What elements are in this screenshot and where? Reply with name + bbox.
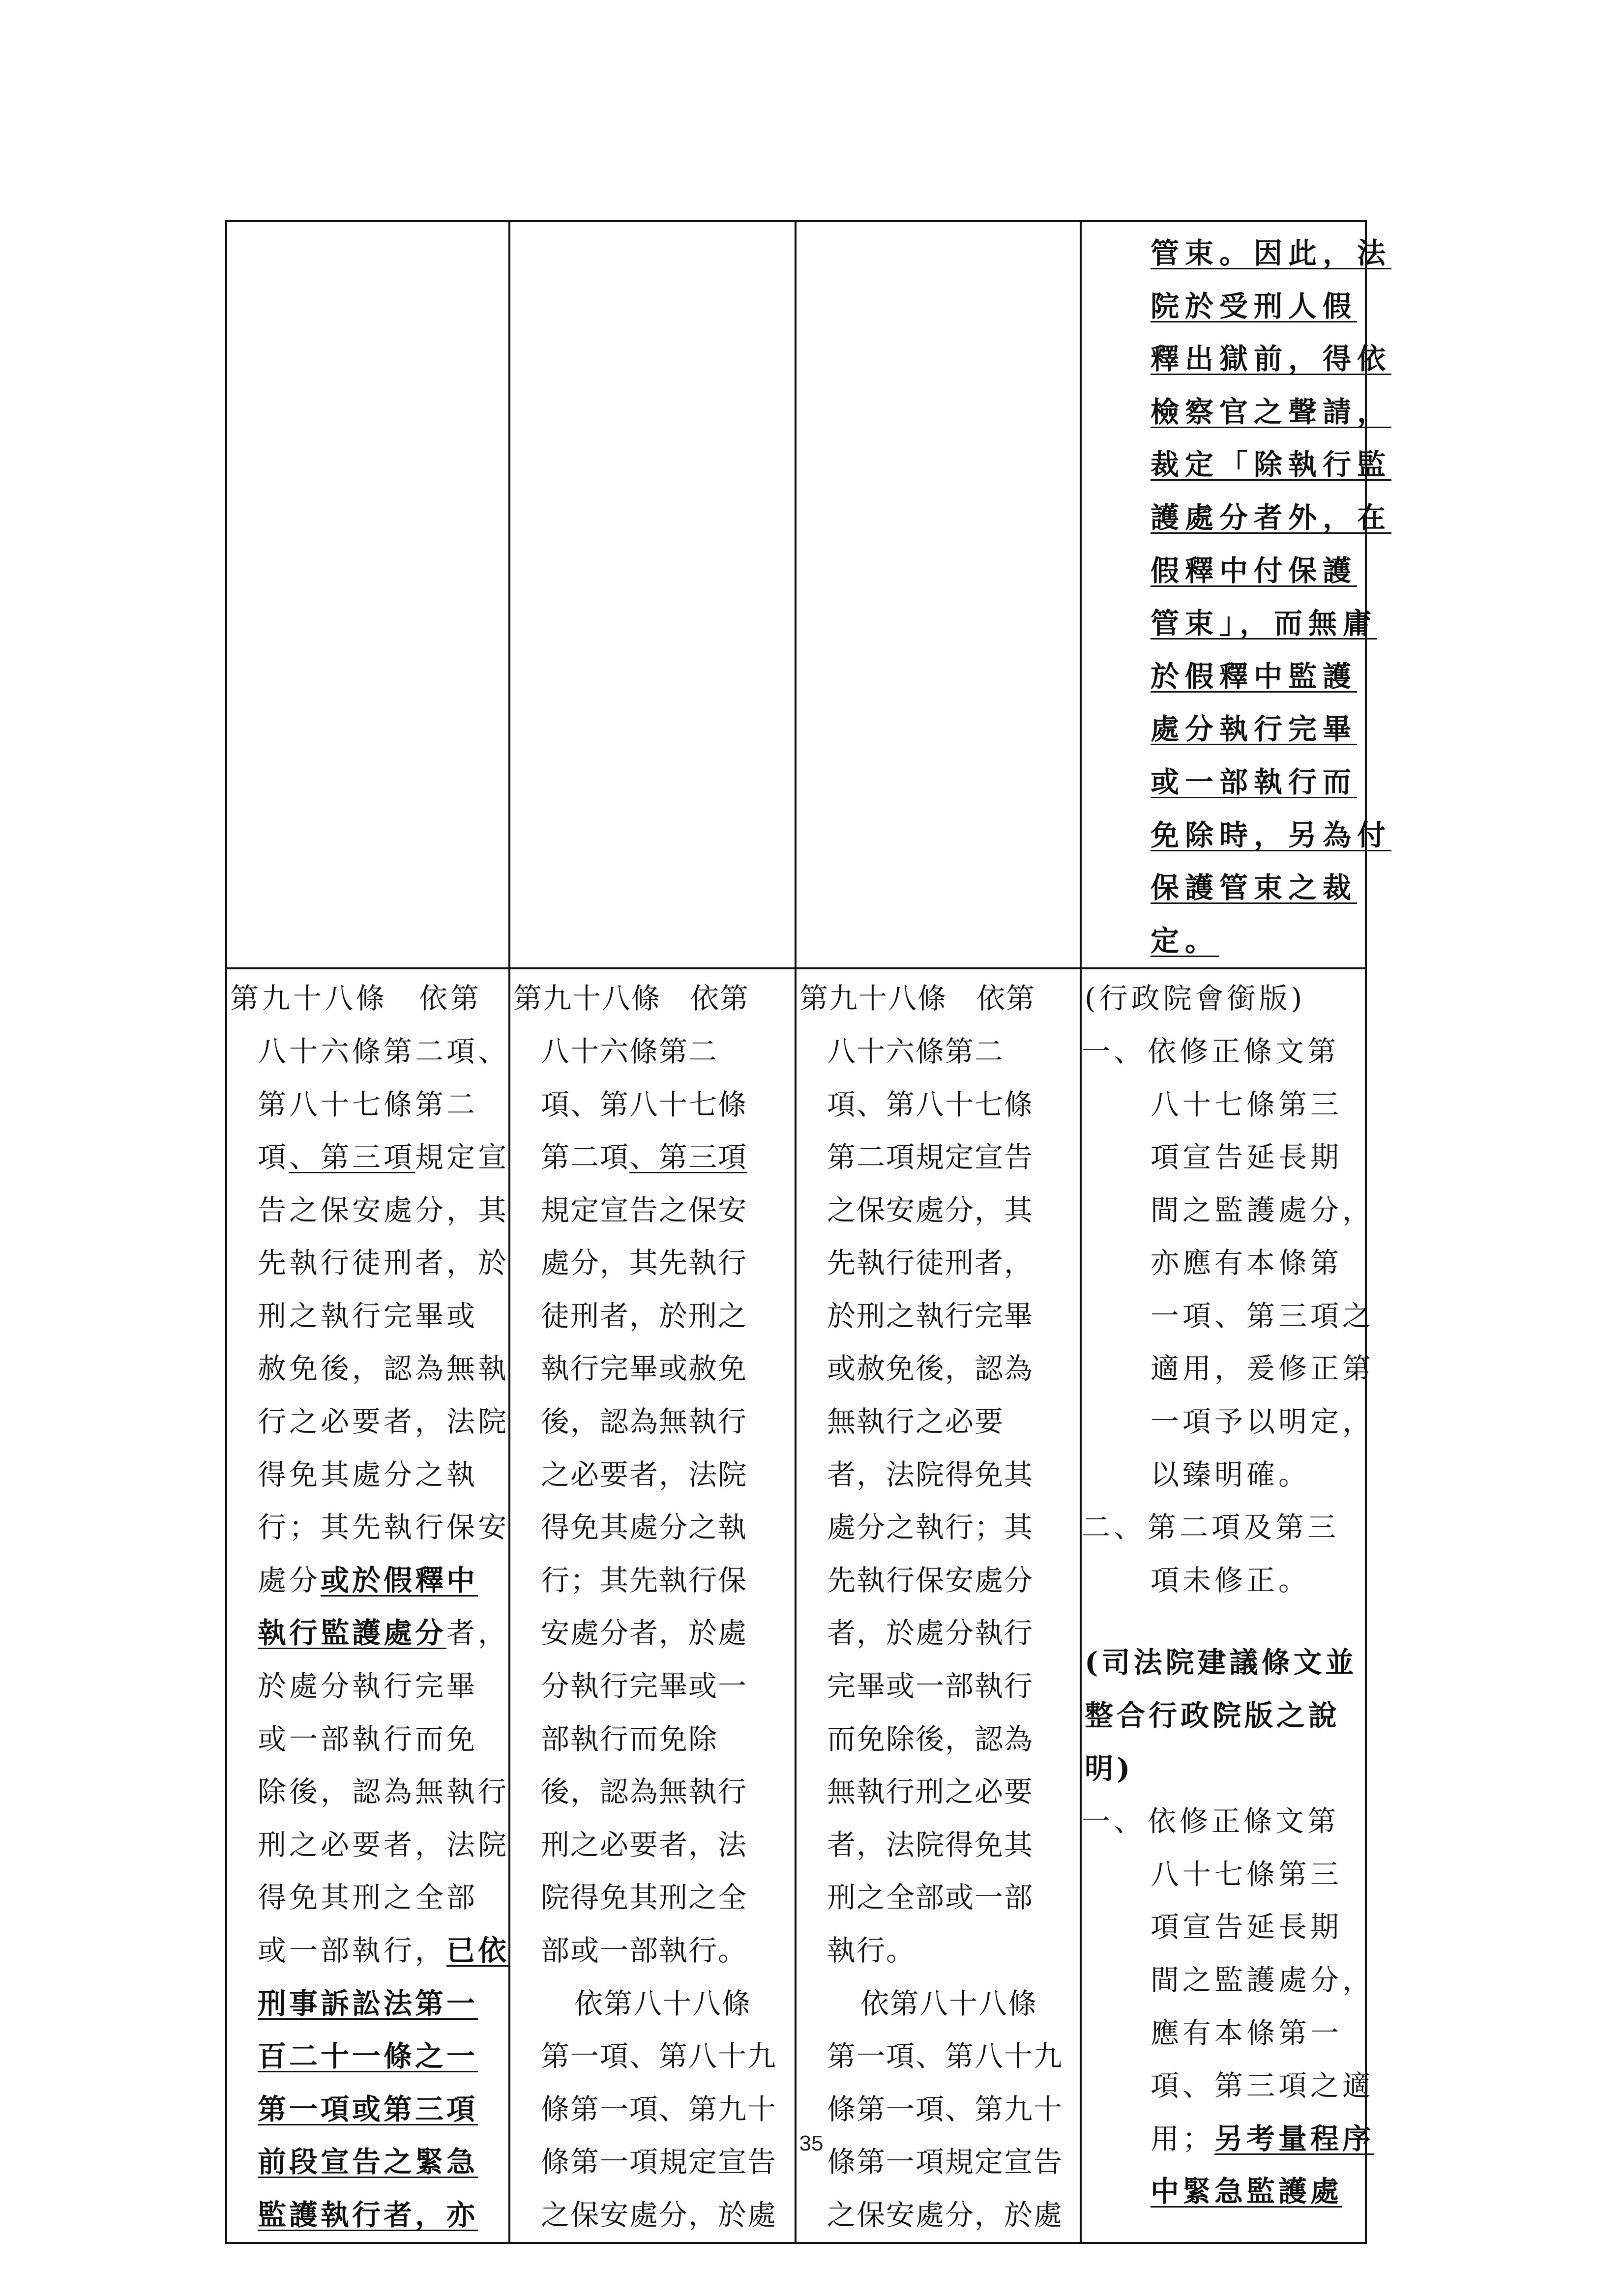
text-line — [227, 1924, 508, 1977]
text-line: 告之保安處分，其 — [258, 1193, 510, 1227]
table-cell — [226, 968, 509, 2242]
article-heading: 第九十八條 依第 — [230, 982, 482, 1016]
text-line: 之必要者，法院 — [541, 1457, 748, 1491]
text-line: 除後，認為無執行 — [258, 1775, 510, 1809]
text-line: 先執行徒刑者，於 — [258, 1246, 510, 1280]
text-line: 行；其先執行保安 — [258, 1511, 510, 1544]
text-line: 八十六條第二 — [827, 1034, 1004, 1068]
item-number: 一、 — [1082, 1034, 1146, 1068]
text-line: 前段宣告之緊急 — [258, 2145, 478, 2179]
article-heading: 第九十八條 依第 — [799, 982, 1036, 1016]
text-span: 規定宣 — [415, 1140, 510, 1174]
text-line: 檢察官之聲請， — [1151, 395, 1392, 429]
text-line: 者，於處分執行 — [827, 1616, 1034, 1650]
text-line: 八十六條第二 — [541, 1034, 718, 1068]
text-line — [1082, 2165, 1365, 2218]
text-line: 項未修正。 — [1151, 1563, 1311, 1597]
text-line: 或一部執行而 — [1151, 765, 1358, 799]
text-line — [1082, 2113, 1375, 2166]
text-line: 刑之必要者，法院 — [258, 1828, 510, 1861]
section-heading: 明) — [1085, 1751, 1134, 1785]
text-line: 規定宣告之保安 — [541, 1193, 748, 1227]
text-line: 條第一項、第九十 — [827, 2092, 1063, 2126]
text-line: 無執行刑之必要 — [827, 1775, 1034, 1809]
text-line: 依第八十八條 — [860, 1986, 1038, 2020]
item-number: 一、 — [1082, 1804, 1146, 1838]
amendment-underline: 執行監護處分 — [258, 1616, 447, 1650]
text-line: 第二項規定宣告 — [827, 1140, 1034, 1174]
text-line: 得免其刑之全部 — [258, 1881, 478, 1915]
item-number: 二、 — [1082, 1511, 1146, 1544]
text-line: 條第一項規定宣告 — [541, 2145, 777, 2179]
text-line: 得免其處分之執 — [541, 1511, 748, 1544]
text-line: 裁定「除執行監 — [1151, 448, 1392, 482]
text-line: 項宣告延長期 — [1151, 1910, 1343, 1944]
text-line: 先執行徒刑者， — [827, 1246, 1034, 1280]
table-cell — [796, 221, 1081, 968]
amendment-underline: 、第三項 — [289, 1140, 415, 1174]
section-heading: 整合行政院版之說 — [1085, 1699, 1341, 1733]
table-row — [226, 968, 1366, 2242]
text-span: 者， — [446, 1616, 510, 1650]
text-line: 執行完畢或赦免 — [541, 1352, 748, 1386]
text-line: 執行。 — [827, 1934, 916, 1967]
text-line: 於處分執行完畢 — [258, 1669, 478, 1703]
text-span: 處分 — [258, 1563, 321, 1597]
text-line: 項、第八十七條 — [541, 1087, 748, 1121]
text-line: 刑之全部或一部 — [827, 1881, 1034, 1915]
table-cell — [509, 221, 796, 968]
text-line: 八十七條第三 — [1151, 1087, 1343, 1121]
amendment-underline: 另考量程序 — [1214, 2122, 1375, 2155]
text-line: 釋出獄前，得依 — [1151, 342, 1392, 376]
text-line: 一項、第三項之 — [1151, 1299, 1375, 1333]
text-line: 項、第三項之適 — [1151, 2069, 1375, 2103]
text-line: 處分執行完畢 — [1151, 712, 1358, 746]
text-line: 以臻明確。 — [1151, 1457, 1311, 1491]
text-line: 赦免後，認為無執 — [258, 1352, 510, 1386]
page-number: 35 — [799, 2131, 824, 2155]
amendment-underline: 中緊急監護處 — [1151, 2175, 1343, 2209]
text-line: 先執行保安處分 — [827, 1563, 1034, 1597]
text-line — [227, 1131, 508, 1184]
text-span: 第二項及第三 — [1148, 1511, 1340, 1544]
text-span: 第二項 — [541, 1140, 630, 1174]
table-row — [226, 221, 1366, 968]
section-heading: (行政院會銜版) — [1085, 982, 1306, 1016]
text-line: 適用，爰修正第 — [1151, 1352, 1375, 1386]
text-line: 刑之執行完畢或 — [258, 1299, 478, 1333]
text-line: 院於受刑人假 — [1151, 289, 1358, 323]
text-line: 項宣告延長期 — [1151, 1140, 1343, 1174]
text-line: 管束」，而無庸 — [1151, 607, 1378, 640]
table-cell — [796, 968, 1081, 2242]
text-line: 依第八十八條 — [574, 1986, 752, 2020]
text-line: 第一項、第八十九 — [541, 2039, 777, 2073]
text-line: 行之必要者，法院 — [258, 1405, 510, 1439]
amended-article — [227, 969, 508, 2241]
text-line: 而免除後，認為 — [827, 1722, 1034, 1756]
text-line: 條第一項、第九十 — [541, 2092, 777, 2126]
text-line: 處分之執行；其 — [827, 1511, 1034, 1544]
text-line: 條第一項規定宣告 — [827, 2145, 1063, 2179]
text-line — [227, 1554, 508, 1607]
amendment-underline: 已依 — [446, 1934, 510, 1967]
text-line: 間之監護處分， — [1151, 1193, 1375, 1227]
comparison-table — [225, 220, 1392, 2244]
text-line: 護處分者外，在 — [1151, 500, 1392, 534]
section-heading: (司法院建議條文並 — [1085, 1646, 1358, 1680]
text-line: 於刑之執行完畢 — [827, 1299, 1034, 1333]
text-line: 假釋中付保護 — [1151, 553, 1358, 587]
text-line: 刑事訴訟法第一 — [258, 1986, 478, 2020]
text-line: 者，法院得免其 — [827, 1457, 1034, 1491]
text-line: 得免其處分之執 — [258, 1457, 478, 1491]
text-line: 之保安處分，其 — [827, 1193, 1034, 1227]
table-cell — [1081, 221, 1392, 968]
text-line: 第一項、第八十九 — [827, 2039, 1063, 2073]
explanation-continued — [1082, 222, 1392, 967]
text-line: 一項予以明定， — [1151, 1405, 1375, 1439]
text-line: 於假釋中監護 — [1151, 659, 1358, 693]
explanation — [1082, 969, 1375, 2241]
text-line: 行；其先執行保 — [541, 1563, 748, 1597]
text-span: 項 — [258, 1140, 290, 1174]
text-line: 部執行而免除 — [541, 1722, 718, 1756]
table-cell — [509, 968, 796, 2242]
text-line: 安處分者，於處 — [541, 1616, 748, 1650]
text-line — [227, 1607, 508, 1660]
text-line: 徒刑者，於刑之 — [541, 1299, 748, 1333]
table-cell — [1081, 968, 1375, 2242]
text-line: 或一部執行而免 — [258, 1722, 478, 1756]
text-span: 用； — [1151, 2122, 1215, 2155]
text-line: 後，認為無執行 — [541, 1775, 748, 1809]
text-line: 第八十七條第二 — [258, 1087, 478, 1121]
text-line: 部或一部執行。 — [541, 1934, 748, 1967]
table-cell — [226, 221, 509, 968]
text-line: 項、第八十七條 — [827, 1087, 1034, 1121]
text-line: 或赦免後，認為 — [827, 1352, 1034, 1386]
text-line: 應有本條第一 — [1151, 2016, 1343, 2050]
text-line: 定。 — [1151, 924, 1220, 958]
amendment-underline: 、第三項 — [629, 1140, 748, 1174]
text-line: 後，認為無執行 — [541, 1405, 748, 1439]
text-line: 八十七條第三 — [1151, 1857, 1343, 1891]
spacer — [1082, 1607, 1365, 1636]
text-line: 之保安處分，於處 — [827, 2198, 1063, 2232]
text-line: 分執行完畢或一 — [541, 1669, 748, 1703]
list-item — [1082, 1025, 1365, 1078]
current-article — [797, 969, 1080, 2241]
text-line: 保護管束之裁 — [1151, 871, 1358, 905]
proposed-article — [510, 969, 795, 2241]
text-span: 依修正條文第 — [1148, 1034, 1340, 1068]
text-line: 管束。因此，法 — [1151, 236, 1392, 270]
list-item — [1082, 1795, 1365, 1848]
text-line: 完畢或一部執行 — [827, 1669, 1034, 1703]
text-line — [510, 1131, 795, 1184]
text-span: 依修正條文第 — [1148, 1804, 1340, 1838]
article-heading: 第九十八條 依第 — [513, 982, 750, 1016]
text-line: 間之監護處分， — [1151, 1963, 1375, 1997]
text-line: 之保安處分，於處 — [541, 2198, 777, 2232]
text-line: 刑之必要者，法 — [541, 1828, 748, 1861]
text-line: 第一項或第三項 — [258, 2092, 478, 2126]
list-item — [1082, 1501, 1365, 1554]
text-line: 亦應有本條第 — [1151, 1246, 1343, 1280]
amendment-underline: 或於假釋中 — [321, 1563, 478, 1597]
text-line: 免除時，另為付 — [1151, 818, 1392, 852]
text-line: 無執行之必要 — [827, 1405, 1004, 1439]
text-line: 者，法院得免其 — [827, 1828, 1034, 1861]
text-line: 監護執行者，亦 — [258, 2198, 478, 2232]
text-line: 八十六條第二項、 — [258, 1034, 510, 1068]
text-span: 或一部執行， — [258, 1934, 447, 1967]
text-line: 院得免其刑之全 — [541, 1881, 748, 1915]
text-line: 百二十一條之一 — [258, 2039, 478, 2073]
text-line: 處分，其先執行 — [541, 1246, 748, 1280]
